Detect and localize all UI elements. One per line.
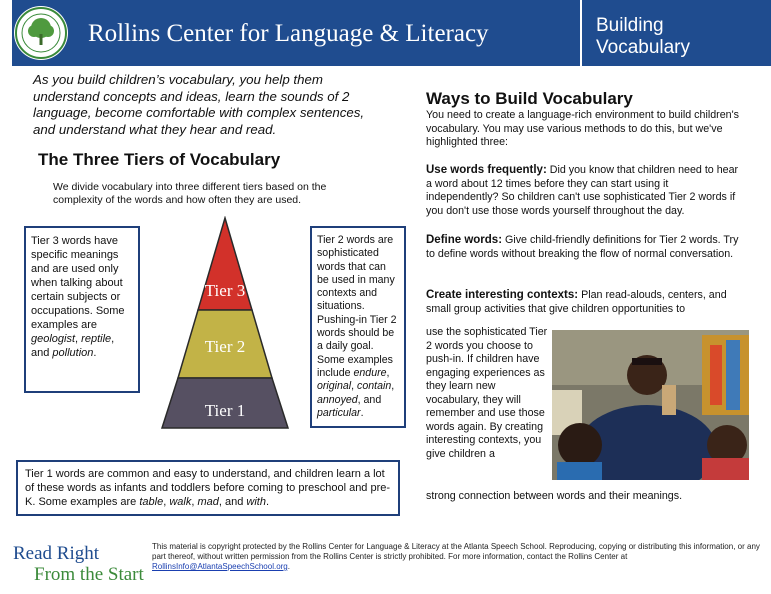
- tier3-label: Tier 3: [204, 281, 246, 300]
- tier2-description-box: [310, 226, 406, 428]
- tier3-example: pollution: [52, 347, 94, 359]
- tiers-description: We divide vocabulary into three different tiers based on the complexity of the words and how often they are used.: [53, 181, 327, 206]
- paragraph-body: Give child-friendly definitions for Tier 2 words. Try to define words without breaking the flow of normal conversation.: [426, 234, 739, 260]
- period: .: [93, 347, 97, 359]
- create-contexts-continuation: use the sophisticated Tier 2 words you choose to push-in. If children have engaging experiences as they learn new vocabulary, they will remember and use those words again. By creating interesting contexts, you give children a: [426, 326, 548, 460]
- paragraph-lead: Create interesting contexts:: [426, 289, 579, 301]
- teacher-children-photo-icon: [552, 330, 749, 480]
- period: .: [287, 562, 290, 571]
- separator: ,: [75, 333, 82, 345]
- tier2-example: particular: [317, 406, 361, 419]
- tier1-text: Tier 1 words are common and easy to understand, and children learn a lot of these words as infants and toddlers before coming to preschool and pre-K. Some examples are: [25, 468, 391, 508]
- tier2-example: annoyed: [317, 393, 358, 406]
- tier2-example: contain: [357, 380, 392, 393]
- define-words-paragraph: [426, 234, 741, 261]
- ways-heading: Ways to Build Vocabulary: [426, 89, 633, 108]
- tier2-example: original: [317, 380, 352, 393]
- separator: , and: [31, 333, 115, 359]
- separator: ,: [391, 380, 395, 393]
- copyright-text: This material is copyright protected by the Rollins Center for Language & Literacy at the Atlanta Speech School. Reproducing, copying or distributing this information, or any part thereof, without written permission from the Rollins Center is strictly prohibited. For more information, contact the Rollins Center at: [152, 542, 760, 561]
- tier3-example: geologist: [31, 333, 76, 345]
- separator: ,: [163, 496, 170, 508]
- tier3-example: reptile: [81, 333, 112, 345]
- tier1-example: with: [246, 496, 266, 508]
- separator: ,: [386, 366, 390, 379]
- tier2-label: Tier 2: [204, 337, 246, 356]
- document-title-line2: Vocabulary: [596, 37, 691, 58]
- separator: , and: [218, 496, 247, 508]
- contact-email-link[interactable]: RollinsInfo@AtlantaSpeechSchool.org: [152, 562, 288, 571]
- create-contexts-ending: strong connection between words and their meanings.: [426, 490, 683, 502]
- period: .: [265, 496, 270, 508]
- tier1-example: mad: [197, 496, 219, 508]
- tier-pyramid: [150, 216, 300, 430]
- brand-logo-line1: Read Right: [13, 543, 100, 564]
- brand-logo-line2: From the Start: [34, 564, 144, 585]
- tree-seal-icon: [14, 6, 68, 60]
- org-title: Rollins Center for Language & Literacy: [88, 20, 489, 47]
- create-contexts-paragraph: [426, 289, 741, 316]
- paragraph-body: Did you know that children need to hear a word about 12 times before they can start using it independently? So children can't use sophisticated Tier 2 words if you don't use those words yourself throughout the day.: [426, 164, 739, 217]
- tiers-heading: The Three Tiers of Vocabulary: [38, 150, 281, 169]
- tier3-text: Tier 3 words have specific meanings and are used only when talking about certain subjects or occupations. Some examples are: [31, 235, 125, 331]
- use-words-frequently-paragraph: [426, 164, 741, 218]
- tier3-description-box: [24, 226, 140, 393]
- period: .: [360, 406, 364, 419]
- ways-intro: You need to create a language-rich environment to build children's vocabulary. You may use various methods to do this, but we've highlighted three:: [426, 109, 739, 148]
- document-title-line1: Building: [596, 15, 664, 36]
- classroom-photo: [552, 330, 749, 480]
- intro-paragraph: As you build children’s vocabulary, you help them understand concepts and ideas, learn the sounds of 2 language, become comfortable with complex sentences, and understand what they hear and read.: [33, 72, 365, 137]
- header-divider: [580, 0, 582, 66]
- tier1-example: table: [139, 496, 164, 508]
- tier2-example: endure: [353, 366, 387, 379]
- separator: ,: [191, 496, 198, 508]
- paragraph-lead: Use words frequently:: [426, 164, 547, 176]
- school-seal-logo: [14, 6, 68, 60]
- copyright-notice: [152, 542, 762, 572]
- paragraph-body: Plan read-alouds, centers, and small group activities that give children opportunities to: [426, 289, 727, 315]
- paragraph-lead: Define words:: [426, 234, 503, 246]
- tier1-example: walk: [169, 496, 192, 508]
- separator: ,: [351, 380, 358, 393]
- tier1-label: Tier 1: [204, 401, 246, 420]
- document-title: [596, 15, 690, 59]
- tier2-text: Tier 2 words are sophisticated words that can be used in many contexts and situations. Pushing-in Tier 2 words should be a daily goal. Some examples include: [317, 234, 397, 379]
- tier1-description-box: [16, 460, 400, 516]
- separator: , and: [357, 393, 382, 406]
